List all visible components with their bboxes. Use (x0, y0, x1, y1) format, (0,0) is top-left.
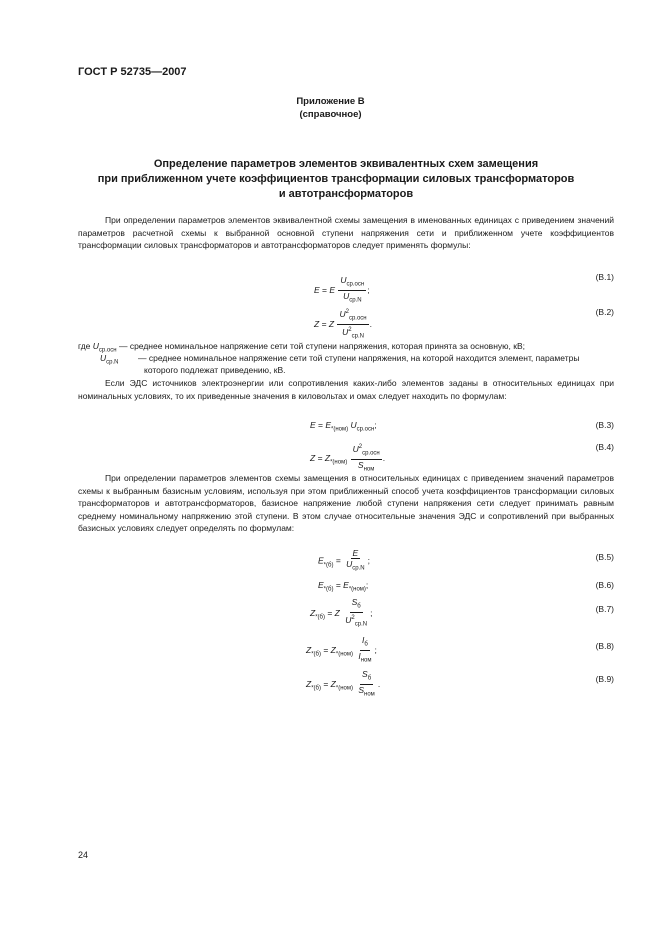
formula-b9: $Z_{*(б)} = Z_{*(ном)}$ $S_б$ $S_{ном}$ . (306, 669, 381, 698)
equation-b7 (300, 595, 614, 628)
equation-b1 (300, 268, 614, 304)
equation-number: (В.7) (595, 604, 614, 614)
formula-b5: $E_{*(б)}$ = E $U_{ср.N}$ ; (318, 548, 370, 572)
section-title-line-1: Определение параметров элементов эквивалентных схем замещения (153, 158, 539, 170)
formula-b7: $Z_{*(б)} = Z$ $S_б$ $U^2_{ср.N}$ ; (310, 597, 373, 628)
equation-number: (В.2) (595, 307, 614, 317)
equation-number: (В.9) (595, 674, 614, 684)
equation-number: (В.5) (595, 552, 614, 562)
paragraph-relative-units: Если ЭДС источников электроэнергии или сопротивления каких-либо элементов заданы в относительных единицах при номинальных условиях, то их приведенные значения в киловольтах и омах следует находить по формулам: (78, 378, 614, 401)
formula-b6: $E_{*(б)} = E_{*(ном)}$; (318, 580, 369, 593)
equation-number: (В.8) (595, 641, 614, 651)
page-number: 24 (78, 850, 89, 860)
formula-b2: Z = Z $U^2_{ср.осн}$ $U^2_{ср.N}$ . (314, 308, 372, 340)
equation-b2 (300, 301, 614, 340)
document-header: ГОСТ Р 52735—2007 (78, 66, 187, 78)
section-title-line-2: при приближенном учете коэффициентов трансформации силовых трансформаторов (97, 173, 575, 185)
appendix-kind: (справочное) (299, 109, 362, 120)
equation-b5 (300, 544, 614, 574)
equation-number: (В.4) (595, 442, 614, 452)
definition-text: — среднее номинальное напряжение сети той ступени напряжения, на которой находится элемент, параметры которого подлежат приведению, кВ. (138, 353, 580, 375)
intro-paragraph: При определении параметров элементов эквивалентной схемы замещения в именованных единицах с приведением значений параметров расчетной схемы к выбранной основной ступени напряжения сети и приближенном учете коэффициентов трансформации силовых трансформаторов и автотрансформаторов следует применять формулы: (78, 215, 614, 250)
formula-b4: $Z = Z_{*(ном)}$ $U^2_{ср.осн}$ $S_{ном}$ . (310, 443, 386, 473)
section-title-line-3: и автотрансформаторов (278, 188, 414, 200)
equation-number: (В.6) (595, 580, 614, 590)
paragraph-base-units: При определении параметров элементов схемы замещения в относительных единицах с приведением значений параметров схемы к выбранным базисным условиям, используя при этом приближенный способ учета коэффициентов трансформации силовых трансформаторов и автотрансформаторов, базисное напряжение любой ступени напряжения сети следует принимать равным среднему номинальному напряжению этой ступени. В этом случае относительные значения ЭДС и сопротивлений при выбранных базисных условиях следует определять по формулам: (78, 473, 614, 533)
where-prefix: где (78, 341, 91, 351)
equation-b4 (300, 436, 614, 473)
document-page: ГОСТ Р 52735—2007 Приложение В (справочное) Определение параметров элементов эквивалентных схем замещения при приближенном учете коэффициентов трансформации силовых трансформаторов и автотрансформаторов При определении параметров элементов эквивалентной схемы замещения в именованных единицах с приведением значений параметров расчетной схемы к выбранной основной ступени напряжения сети и приближенном учете коэффициентов трансформации силовых трансформаторов и автотрансформаторов следует применять формулы: E = E $U_{ср.осн}$ $U_{ср.N}$ ; (В.1) Z = Z $U^2_{ср.осн}$ $U^2_{ср.N}$ . (В.2) где $U_{ср.осн}$ — среднее номинальное напряжение сети той ступени напряжения, которая принята за основную, кВ; $U_{ср.N}$ — среднее номинальное напряжение сети той ступени напряжения, на которой находится элемент, параметры которого подлежат приведению, кВ. Если ЭДС источников электроэнергии или сопротивления каких-либо элементов заданы в относительных единицах при номинальных условиях, то их приведенные значения в киловольтах и омах следует находить по формулам: $E = E_{*(ном)}$ $U_{ср.осн}$; (В.3) $Z = Z_{*(ном)}$ $U^2_{ср.осн}$ $S_{ном}$ . (В.4) При определении параметров элементов схемы замещения в относительных единицах с приведением значений параметров схемы к выбранным базисным условиям, используя при этом приближенный способ учета коэффициентов трансформации силовых трансформаторов и автотрансформаторов, базисное напряжение любой ступени напряжения сети следует принимать равным среднему номинальному напряжению этой ступени. В этом случае относительные значения ЭДС и сопротивлений при выбранных базисных условиях следует определять по формулам: $E_{*(б)}$ = E $U_{ср.N}$ ; (В.5) $E_{*(б)} = E_{*(ном)}$; (В.6) $Z_{*(б)} = Z$ $S_б$ $U^2_{ср.N}$ ; (В.7) $Z_{*(б)} = Z_{*(ном)}$ $I_б$ $I_{ном}$ ; (В.8) $Z_{*(б)} = Z_{*(ном)}$ $S_б$ $S_{ном}$ . (В.9) 24 (0, 0, 661, 936)
definition-text: — среднее номинальное напряжение сети той ступени напряжения, которая принята за основную, кВ; (118, 341, 525, 351)
formula-b8: $Z_{*(б)} = Z_{*(ном)}$ $I_б$ $I_{ном}$ ; (306, 635, 377, 664)
formula-b1: E = E $U_{ср.осн}$ $U_{ср.N}$ ; (314, 275, 370, 304)
definition-u-osn: где $U_{ср.осн}$ — среднее номинальное напряжение сети той ступени напряжения, которая принята за основную, кВ; (78, 341, 525, 354)
equation-b9 (300, 667, 614, 697)
equation-number: (В.1) (595, 272, 614, 282)
appendix-title: Приложение В (296, 96, 365, 107)
formula-b3: $E = E_{*(ном)}$ $U_{ср.осн}$; (310, 420, 377, 433)
equation-number: (В.3) (595, 420, 614, 430)
equation-b8 (300, 633, 614, 663)
